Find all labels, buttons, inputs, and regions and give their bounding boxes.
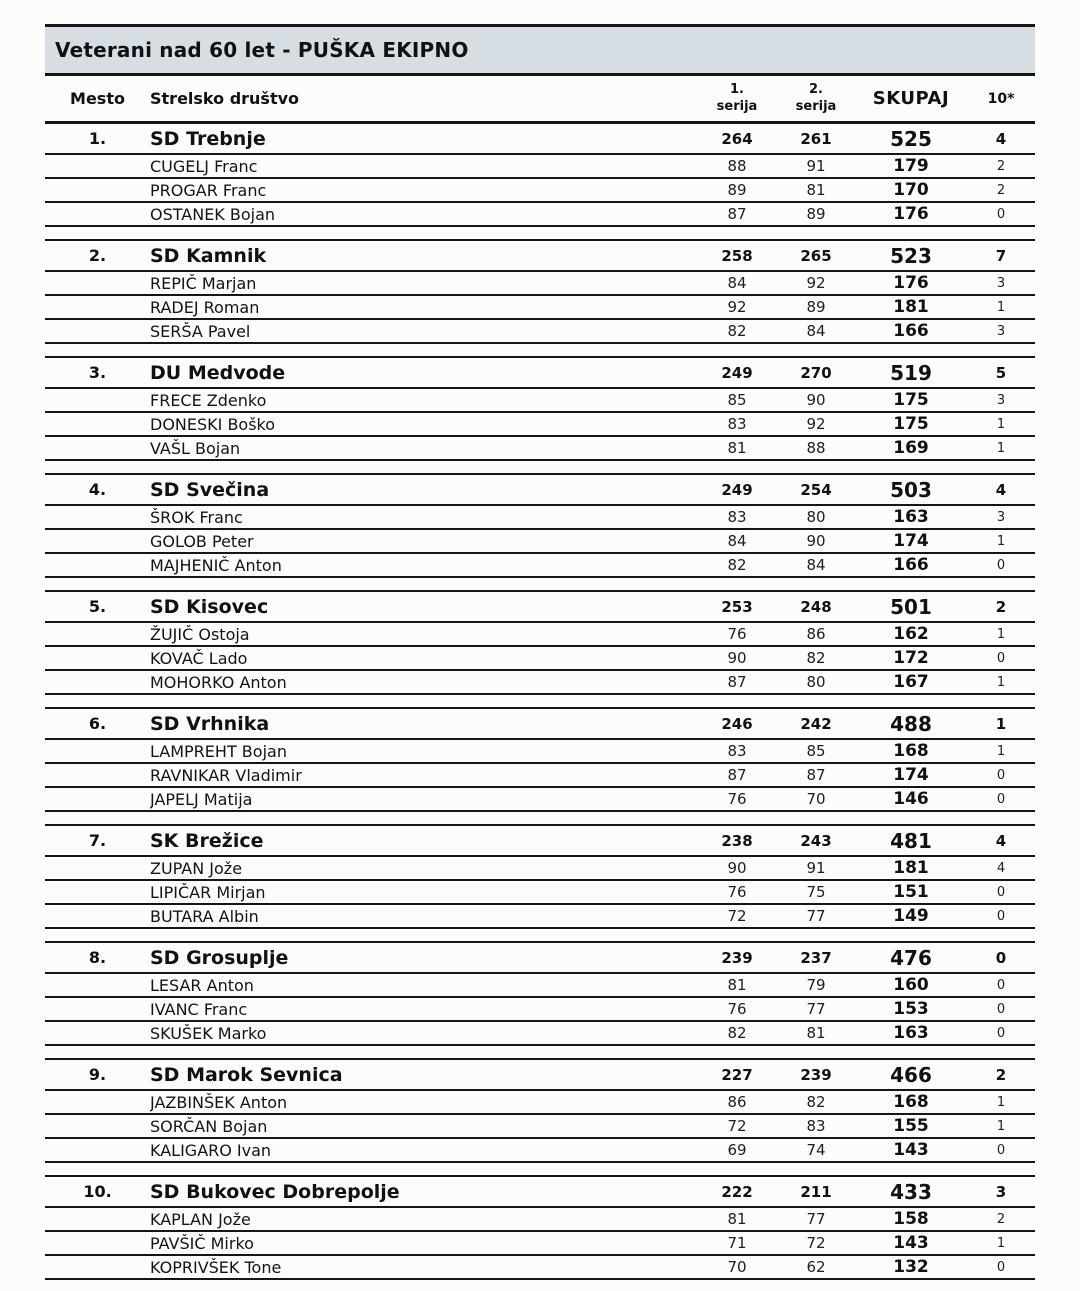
member-skupaj: 151 <box>893 882 929 902</box>
member-name: MAJHENIČ Anton <box>150 555 282 575</box>
team-serija1: 264 <box>721 129 753 148</box>
member-row <box>45 530 1035 554</box>
member-skupaj: 168 <box>893 1092 929 1112</box>
member-tens: 0 <box>996 1142 1006 1158</box>
member-serija1: 88 <box>727 157 747 175</box>
member-skupaj: 168 <box>893 741 929 761</box>
results-sheet <box>45 24 1035 1280</box>
member-name: ŠROK Franc <box>150 507 243 527</box>
team-name: SK Brežice <box>150 829 264 852</box>
member-name: DONESKI Boško <box>150 414 276 434</box>
member-skupaj: 158 <box>893 1209 929 1229</box>
team-skupaj: 481 <box>890 828 932 853</box>
member-name: BUTARA Albin <box>150 906 259 926</box>
member-row <box>45 1091 1035 1115</box>
member-row <box>45 647 1035 671</box>
member-serija2: 86 <box>806 625 826 643</box>
team-skupaj: 503 <box>890 477 932 502</box>
member-serija2: 84 <box>806 556 826 574</box>
team-name: SD Vrhnika <box>150 712 270 735</box>
team-tens: 4 <box>995 831 1007 850</box>
member-name: KAPLAN Jože <box>150 1209 251 1229</box>
column-header-serija2-top: 2. <box>809 81 823 97</box>
member-row <box>45 413 1035 437</box>
member-serija2: 72 <box>806 1234 826 1252</box>
member-skupaj: 163 <box>893 507 929 527</box>
team-tens: 3 <box>995 1182 1007 1201</box>
member-serija1: 70 <box>727 1258 747 1276</box>
member-serija1: 76 <box>727 1000 747 1018</box>
team-block <box>45 239 1035 344</box>
member-row <box>45 203 1035 227</box>
team-tens: 2 <box>995 597 1007 616</box>
member-name: SORČAN Bojan <box>150 1116 268 1136</box>
team-members <box>45 155 1035 227</box>
member-serija1: 83 <box>727 508 747 526</box>
column-header-serija1-top: 1. <box>730 81 744 97</box>
member-skupaj: 132 <box>893 1257 929 1277</box>
member-tens: 1 <box>996 533 1006 549</box>
team-serija2: 242 <box>800 714 832 733</box>
page-title: Veterani nad 60 let - PUŠKA EKIPNO <box>55 38 469 62</box>
team-name: SD Kamnik <box>150 244 267 267</box>
member-row <box>45 1208 1035 1232</box>
member-serija2: 92 <box>806 415 826 433</box>
member-serija2: 91 <box>806 859 826 877</box>
member-skupaj: 179 <box>893 156 929 176</box>
column-header-drustvo: Strelsko društvo <box>150 89 300 108</box>
member-serija1: 87 <box>727 205 747 223</box>
member-tens: 0 <box>996 1259 1006 1275</box>
member-serija1: 83 <box>727 742 747 760</box>
member-name: KALIGARO Ivan <box>150 1140 272 1160</box>
team-skupaj: 433 <box>890 1179 932 1204</box>
member-tens: 1 <box>996 1118 1006 1134</box>
member-serija2: 88 <box>806 439 826 457</box>
team-serija1: 227 <box>721 1065 753 1084</box>
team-block <box>45 590 1035 695</box>
team-name: SD Grosuplje <box>150 946 289 969</box>
member-row <box>45 179 1035 203</box>
team-serija2: 239 <box>800 1065 832 1084</box>
member-skupaj: 155 <box>893 1116 929 1136</box>
member-serija1: 86 <box>727 1093 747 1111</box>
member-row <box>45 1232 1035 1256</box>
member-tens: 2 <box>996 1211 1006 1227</box>
team-serija1: 253 <box>721 597 753 616</box>
column-header-mesto: Mesto <box>70 89 125 108</box>
member-name: PROGAR Franc <box>150 180 267 200</box>
team-name: SD Kisovec <box>150 595 269 618</box>
team-name: DU Medvode <box>150 361 286 384</box>
member-serija1: 72 <box>727 1117 747 1135</box>
team-serija2: 237 <box>800 948 832 967</box>
member-serija2: 92 <box>806 274 826 292</box>
team-skupaj: 501 <box>890 594 932 619</box>
team-block <box>45 473 1035 578</box>
team-block <box>45 1175 1035 1280</box>
team-serija1: 239 <box>721 948 753 967</box>
member-serija1: 90 <box>727 859 747 877</box>
member-serija2: 75 <box>806 883 826 901</box>
member-row <box>45 1139 1035 1163</box>
member-name: LAMPREHT Bojan <box>150 741 287 761</box>
member-skupaj: 162 <box>893 624 929 644</box>
member-skupaj: 172 <box>893 648 929 668</box>
member-tens: 0 <box>996 650 1006 666</box>
member-row <box>45 857 1035 881</box>
column-header-serija1-bottom: serija <box>716 98 758 114</box>
team-tens: 0 <box>995 948 1007 967</box>
member-skupaj: 181 <box>893 858 929 878</box>
member-serija2: 84 <box>806 322 826 340</box>
team-serija2: 265 <box>800 246 832 265</box>
team-name: SD Trebnje <box>150 127 266 150</box>
team-members <box>45 623 1035 695</box>
member-skupaj: 153 <box>893 999 929 1019</box>
team-row <box>45 358 1035 389</box>
member-serija2: 90 <box>806 391 826 409</box>
team-members <box>45 740 1035 812</box>
column-header-tens: 10* <box>987 90 1015 107</box>
member-serija1: 76 <box>727 625 747 643</box>
team-rank: 5. <box>88 597 107 616</box>
column-header-serija1 <box>697 82 777 116</box>
team-members <box>45 1091 1035 1163</box>
member-tens: 1 <box>996 743 1006 759</box>
member-row <box>45 905 1035 929</box>
member-skupaj: 146 <box>893 789 929 809</box>
team-row <box>45 124 1035 155</box>
member-serija1: 82 <box>727 556 747 574</box>
team-row <box>45 592 1035 623</box>
team-rank: 1. <box>88 129 107 148</box>
member-name: PAVŠIČ Mirko <box>150 1233 254 1253</box>
member-row <box>45 320 1035 344</box>
member-name: ZUPAN Jože <box>150 858 243 878</box>
member-serija2: 81 <box>806 181 826 199</box>
member-name: MOHORKO Anton <box>150 672 287 692</box>
member-serija1: 76 <box>727 883 747 901</box>
member-skupaj: 176 <box>893 273 929 293</box>
member-name: SKUŠEK Marko <box>150 1023 267 1043</box>
member-name: FRECE Zdenko <box>150 390 267 410</box>
member-tens: 3 <box>996 509 1006 525</box>
member-row <box>45 272 1035 296</box>
column-header-serija2 <box>777 82 855 116</box>
member-skupaj: 143 <box>893 1140 929 1160</box>
member-row <box>45 881 1035 905</box>
member-name: ŽUJIČ Ostoja <box>150 624 250 644</box>
member-serija2: 82 <box>806 1093 826 1111</box>
team-serija2: 248 <box>800 597 832 616</box>
member-tens: 0 <box>996 884 1006 900</box>
member-serija2: 85 <box>806 742 826 760</box>
team-rank: 8. <box>88 948 107 967</box>
member-row <box>45 1022 1035 1046</box>
team-tens: 2 <box>995 1065 1007 1084</box>
member-row <box>45 1115 1035 1139</box>
member-tens: 0 <box>996 767 1006 783</box>
team-members <box>45 1208 1035 1280</box>
team-serija1: 246 <box>721 714 753 733</box>
team-serija1: 258 <box>721 246 753 265</box>
team-tens: 1 <box>995 714 1007 733</box>
team-row <box>45 826 1035 857</box>
team-tens: 7 <box>995 246 1007 265</box>
member-row <box>45 671 1035 695</box>
member-serija1: 85 <box>727 391 747 409</box>
member-serija2: 82 <box>806 649 826 667</box>
team-rank: 6. <box>88 714 107 733</box>
member-skupaj: 181 <box>893 297 929 317</box>
team-block <box>45 824 1035 929</box>
member-row <box>45 506 1035 530</box>
member-serija1: 90 <box>727 649 747 667</box>
member-name: JAZBINŠEK Anton <box>150 1092 288 1112</box>
member-tens: 0 <box>996 1025 1006 1041</box>
team-members <box>45 974 1035 1046</box>
team-block <box>45 707 1035 812</box>
member-skupaj: 160 <box>893 975 929 995</box>
member-serija1: 72 <box>727 907 747 925</box>
member-tens: 0 <box>996 206 1006 222</box>
member-row <box>45 389 1035 413</box>
team-skupaj: 466 <box>890 1062 932 1087</box>
member-row <box>45 974 1035 998</box>
team-serija2: 261 <box>800 129 832 148</box>
team-name: SD Bukovec Dobrepolje <box>150 1180 400 1203</box>
member-serija1: 84 <box>727 274 747 292</box>
member-tens: 3 <box>996 323 1006 339</box>
member-row <box>45 1256 1035 1280</box>
team-serija1: 238 <box>721 831 753 850</box>
member-row <box>45 998 1035 1022</box>
team-row <box>45 475 1035 506</box>
column-header-skupaj: SKUPAJ <box>872 88 950 109</box>
member-skupaj: 166 <box>893 555 929 575</box>
member-tens: 1 <box>996 299 1006 315</box>
member-tens: 4 <box>996 860 1006 876</box>
team-rank: 10. <box>83 1182 112 1201</box>
member-serija1: 71 <box>727 1234 747 1252</box>
member-serija1: 76 <box>727 790 747 808</box>
team-serija2: 211 <box>800 1182 832 1201</box>
member-serija2: 77 <box>806 1210 826 1228</box>
member-name: RADEJ Roman <box>150 297 260 317</box>
team-row <box>45 709 1035 740</box>
team-serija1: 222 <box>721 1182 753 1201</box>
team-members <box>45 857 1035 929</box>
member-row <box>45 155 1035 179</box>
member-skupaj: 163 <box>893 1023 929 1043</box>
team-skupaj: 519 <box>890 360 932 385</box>
member-serija2: 89 <box>806 298 826 316</box>
member-tens: 1 <box>996 1235 1006 1251</box>
team-members <box>45 389 1035 461</box>
team-rank: 3. <box>88 363 107 382</box>
member-row <box>45 764 1035 788</box>
member-skupaj: 175 <box>893 414 929 434</box>
member-tens: 0 <box>996 908 1006 924</box>
member-serija1: 69 <box>727 1141 747 1159</box>
member-skupaj: 174 <box>893 765 929 785</box>
member-skupaj: 167 <box>893 672 929 692</box>
member-tens: 0 <box>996 977 1006 993</box>
member-row <box>45 788 1035 812</box>
member-name: GOLOB Peter <box>150 531 254 551</box>
team-block <box>45 1058 1035 1163</box>
member-tens: 1 <box>996 440 1006 456</box>
page-title-bar <box>45 24 1035 76</box>
member-tens: 0 <box>996 791 1006 807</box>
member-serija2: 89 <box>806 205 826 223</box>
member-skupaj: 166 <box>893 321 929 341</box>
member-serija1: 81 <box>727 976 747 994</box>
member-serija1: 84 <box>727 532 747 550</box>
member-serija2: 80 <box>806 673 826 691</box>
team-skupaj: 523 <box>890 243 932 268</box>
member-name: IVANC Franc <box>150 999 248 1019</box>
team-serija1: 249 <box>721 480 753 499</box>
member-serija1: 81 <box>727 439 747 457</box>
member-tens: 0 <box>996 557 1006 573</box>
member-tens: 1 <box>996 1094 1006 1110</box>
member-serija2: 62 <box>806 1258 826 1276</box>
team-row <box>45 1177 1035 1208</box>
member-serija1: 82 <box>727 1024 747 1042</box>
member-row <box>45 740 1035 764</box>
team-block <box>45 356 1035 461</box>
member-serija2: 81 <box>806 1024 826 1042</box>
member-serija1: 82 <box>727 322 747 340</box>
member-serija2: 74 <box>806 1141 826 1159</box>
team-block <box>45 941 1035 1046</box>
team-block <box>45 124 1035 227</box>
member-name: SERŠA Pavel <box>150 321 251 341</box>
team-tens: 4 <box>995 129 1007 148</box>
member-skupaj: 143 <box>893 1233 929 1253</box>
team-row <box>45 1060 1035 1091</box>
member-skupaj: 170 <box>893 180 929 200</box>
team-serija2: 243 <box>800 831 832 850</box>
team-name: SD Svečina <box>150 478 270 501</box>
team-serija1: 249 <box>721 363 753 382</box>
member-name: LESAR Anton <box>150 975 254 995</box>
member-tens: 1 <box>996 416 1006 432</box>
member-name: CUGELJ Franc <box>150 156 258 176</box>
column-header-serija2-bottom: serija <box>795 98 837 114</box>
team-skupaj: 488 <box>890 711 932 736</box>
member-name: RAVNIKAR Vladimir <box>150 765 302 785</box>
member-tens: 2 <box>996 182 1006 198</box>
team-rank: 2. <box>88 246 107 265</box>
member-tens: 1 <box>996 674 1006 690</box>
member-skupaj: 169 <box>893 438 929 458</box>
member-serija2: 91 <box>806 157 826 175</box>
member-tens: 3 <box>996 392 1006 408</box>
team-members <box>45 506 1035 578</box>
member-row <box>45 437 1035 461</box>
member-serija2: 77 <box>806 1000 826 1018</box>
member-name: REPIČ Marjan <box>150 273 257 293</box>
member-serija2: 90 <box>806 532 826 550</box>
teams-container <box>45 124 1035 1280</box>
column-header-row <box>45 76 1035 124</box>
member-row <box>45 296 1035 320</box>
member-skupaj: 174 <box>893 531 929 551</box>
member-serija2: 83 <box>806 1117 826 1135</box>
member-tens: 3 <box>996 275 1006 291</box>
team-tens: 4 <box>995 480 1007 499</box>
member-name: KOPRIVŠEK Tone <box>150 1257 282 1277</box>
member-skupaj: 149 <box>893 906 929 926</box>
team-name: SD Marok Sevnica <box>150 1063 343 1086</box>
member-name: VAŠL Bojan <box>150 438 241 458</box>
team-members <box>45 272 1035 344</box>
member-name: LIPIČAR Mirjan <box>150 882 266 902</box>
member-serija1: 87 <box>727 766 747 784</box>
member-skupaj: 175 <box>893 390 929 410</box>
member-row <box>45 623 1035 647</box>
team-row <box>45 241 1035 272</box>
member-serija1: 81 <box>727 1210 747 1228</box>
team-row <box>45 943 1035 974</box>
member-name: KOVAČ Lado <box>150 648 248 668</box>
member-serija2: 87 <box>806 766 826 784</box>
member-skupaj: 176 <box>893 204 929 224</box>
member-serija1: 92 <box>727 298 747 316</box>
member-row <box>45 554 1035 578</box>
member-serija2: 70 <box>806 790 826 808</box>
team-tens: 5 <box>995 363 1007 382</box>
member-serija1: 89 <box>727 181 747 199</box>
member-serija1: 83 <box>727 415 747 433</box>
member-tens: 0 <box>996 1001 1006 1017</box>
member-serija2: 79 <box>806 976 826 994</box>
team-rank: 7. <box>88 831 107 850</box>
member-serija2: 77 <box>806 907 826 925</box>
member-serija1: 87 <box>727 673 747 691</box>
team-serija2: 270 <box>800 363 832 382</box>
member-tens: 1 <box>996 626 1006 642</box>
team-serija2: 254 <box>800 480 832 499</box>
team-rank: 4. <box>88 480 107 499</box>
member-name: JAPELJ Matija <box>150 789 253 809</box>
team-rank: 9. <box>88 1065 107 1084</box>
member-serija2: 80 <box>806 508 826 526</box>
member-tens: 2 <box>996 158 1006 174</box>
member-name: OSTANEK Bojan <box>150 204 276 224</box>
team-skupaj: 525 <box>890 126 932 151</box>
team-skupaj: 476 <box>890 945 932 970</box>
